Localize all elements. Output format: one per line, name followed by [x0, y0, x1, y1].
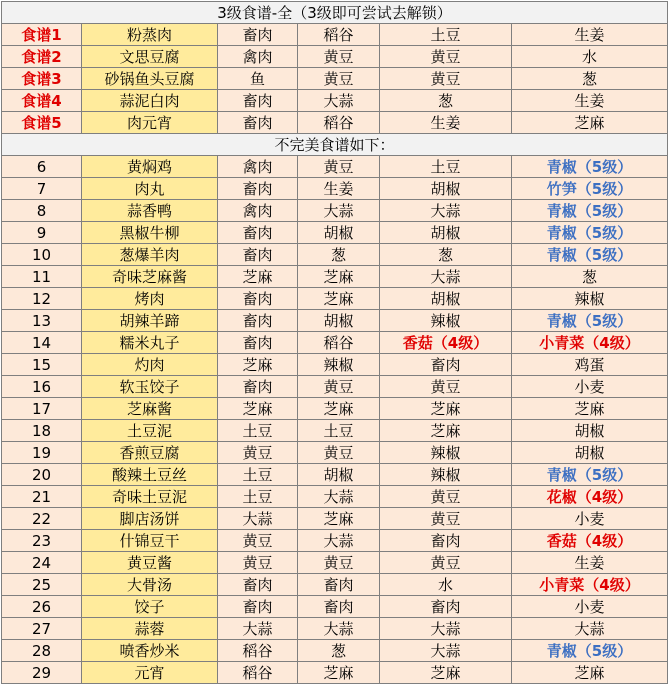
ingredient-1: 畜肉 [218, 574, 298, 596]
recipe-name: 脚店汤饼 [82, 508, 218, 530]
recipe-name: 粉蒸肉 [82, 24, 218, 46]
recipe-name: 文思豆腐 [82, 46, 218, 68]
ingredient-3: 香菇（4级） [380, 332, 512, 354]
recipe-id: 食谱2 [2, 46, 82, 68]
ingredient-1: 鱼 [218, 68, 298, 90]
ingredient-4: 辣椒 [512, 288, 668, 310]
ingredient-2: 大蒜 [298, 486, 380, 508]
recipe-name: 蒜香鸭 [82, 200, 218, 222]
table-row [2, 420, 668, 442]
ingredient-1: 畜肉 [218, 596, 298, 618]
ingredient-3: 黄豆 [380, 376, 512, 398]
recipe-name: 肉元宵 [82, 112, 218, 134]
ingredient-2: 大蒜 [298, 618, 380, 640]
recipe-id: 食谱1 [2, 24, 82, 46]
recipe-id: 17 [2, 398, 82, 420]
table-row [2, 288, 668, 310]
table-row [2, 376, 668, 398]
table-row [2, 398, 668, 420]
recipe-name: 黄豆酱 [82, 552, 218, 574]
ingredient-3: 水 [380, 574, 512, 596]
recipe-id: 10 [2, 244, 82, 266]
ingredient-2: 葱 [298, 244, 380, 266]
ingredient-3: 辣椒 [380, 464, 512, 486]
ingredient-3: 葱 [380, 244, 512, 266]
ingredient-4: 青椒（5级） [512, 222, 668, 244]
ingredient-1: 稻谷 [218, 640, 298, 662]
ingredient-2: 葱 [298, 640, 380, 662]
recipe-name: 蒜泥白肉 [82, 90, 218, 112]
ingredient-2: 黄豆 [298, 68, 380, 90]
ingredient-1: 土豆 [218, 486, 298, 508]
ingredient-3: 黄豆 [380, 508, 512, 530]
recipe-name: 芝麻酱 [82, 398, 218, 420]
recipe-name: 蒜蓉 [82, 618, 218, 640]
ingredient-3: 生姜 [380, 112, 512, 134]
ingredient-2: 芝麻 [298, 662, 380, 684]
ingredient-4: 青椒（5级） [512, 156, 668, 178]
ingredient-4: 小麦 [512, 596, 668, 618]
ingredient-4: 葱 [512, 68, 668, 90]
ingredient-3: 辣椒 [380, 442, 512, 464]
ingredient-4: 胡椒 [512, 420, 668, 442]
ingredient-4: 胡椒 [512, 442, 668, 464]
ingredient-4: 鸡蛋 [512, 354, 668, 376]
ingredient-4: 小青菜（4级） [512, 332, 668, 354]
ingredient-2: 大蒜 [298, 530, 380, 552]
title-row [2, 2, 668, 24]
recipe-name: 土豆泥 [82, 420, 218, 442]
ingredient-2: 胡椒 [298, 222, 380, 244]
ingredient-1: 畜肉 [218, 288, 298, 310]
ingredient-3: 胡椒 [380, 178, 512, 200]
ingredient-1: 芝麻 [218, 398, 298, 420]
ingredient-3: 土豆 [380, 24, 512, 46]
recipe-id: 食谱5 [2, 112, 82, 134]
recipe-name: 肉丸 [82, 178, 218, 200]
table-title: 3级食谱-全（3级即可尝试去解锁） [2, 2, 668, 24]
recipe-id: 7 [2, 178, 82, 200]
recipe-name: 烤肉 [82, 288, 218, 310]
ingredient-4: 芝麻 [512, 398, 668, 420]
ingredient-3: 大蒜 [380, 200, 512, 222]
ingredient-2: 黄豆 [298, 46, 380, 68]
recipe-id: 8 [2, 200, 82, 222]
recipe-name: 灼肉 [82, 354, 218, 376]
recipe-id: 9 [2, 222, 82, 244]
ingredient-4: 芝麻 [512, 112, 668, 134]
recipe-row [2, 46, 668, 68]
recipe-name: 大骨汤 [82, 574, 218, 596]
ingredient-3: 畜肉 [380, 530, 512, 552]
subtitle-row [2, 134, 668, 156]
table-row [2, 222, 668, 244]
recipe-id: 食谱4 [2, 90, 82, 112]
ingredient-4: 小麦 [512, 508, 668, 530]
recipe-name: 胡辣羊蹄 [82, 310, 218, 332]
ingredient-3: 大蒜 [380, 266, 512, 288]
ingredient-4: 青椒（5级） [512, 640, 668, 662]
recipe-id: 29 [2, 662, 82, 684]
ingredient-3: 黄豆 [380, 486, 512, 508]
ingredient-1: 土豆 [218, 464, 298, 486]
recipe-id: 15 [2, 354, 82, 376]
ingredient-2: 黄豆 [298, 156, 380, 178]
ingredient-1: 畜肉 [218, 24, 298, 46]
recipe-id: 22 [2, 508, 82, 530]
ingredient-1: 大蒜 [218, 618, 298, 640]
ingredient-1: 畜肉 [218, 222, 298, 244]
ingredient-4: 水 [512, 46, 668, 68]
recipe-id: 12 [2, 288, 82, 310]
table-row [2, 618, 668, 640]
ingredient-2: 稻谷 [298, 332, 380, 354]
recipe-id: 21 [2, 486, 82, 508]
table-row [2, 266, 668, 288]
recipe-row [2, 112, 668, 134]
table-row [2, 442, 668, 464]
table-row [2, 354, 668, 376]
recipe-table [1, 1, 668, 684]
recipe-name: 糯米丸子 [82, 332, 218, 354]
recipe-id: 14 [2, 332, 82, 354]
ingredient-3: 葱 [380, 90, 512, 112]
ingredient-4: 香菇（4级） [512, 530, 668, 552]
ingredient-2: 胡椒 [298, 464, 380, 486]
recipe-id: 20 [2, 464, 82, 486]
ingredient-1: 大蒜 [218, 508, 298, 530]
table-row [2, 640, 668, 662]
recipe-name: 饺子 [82, 596, 218, 618]
recipe-id: 11 [2, 266, 82, 288]
ingredient-1: 禽肉 [218, 200, 298, 222]
recipe-id: 13 [2, 310, 82, 332]
ingredient-1: 土豆 [218, 420, 298, 442]
table-row [2, 178, 668, 200]
recipe-name: 喷香炒米 [82, 640, 218, 662]
recipe-name: 元宵 [82, 662, 218, 684]
ingredient-2: 畜肉 [298, 574, 380, 596]
ingredient-2: 黄豆 [298, 442, 380, 464]
table-row [2, 200, 668, 222]
recipe-name: 香煎豆腐 [82, 442, 218, 464]
ingredient-1: 黄豆 [218, 552, 298, 574]
ingredient-2: 稻谷 [298, 112, 380, 134]
ingredient-1: 畜肉 [218, 112, 298, 134]
ingredient-4: 小青菜（4级） [512, 574, 668, 596]
ingredient-3: 大蒜 [380, 618, 512, 640]
recipe-row [2, 90, 668, 112]
ingredient-3: 黄豆 [380, 46, 512, 68]
ingredient-4: 小麦 [512, 376, 668, 398]
recipe-name: 葱爆羊肉 [82, 244, 218, 266]
ingredient-4: 青椒（5级） [512, 464, 668, 486]
ingredient-2: 辣椒 [298, 354, 380, 376]
ingredient-4: 青椒（5级） [512, 200, 668, 222]
table-row [2, 464, 668, 486]
ingredient-1: 禽肉 [218, 46, 298, 68]
ingredient-3: 黄豆 [380, 552, 512, 574]
table-row [2, 310, 668, 332]
ingredient-1: 黄豆 [218, 530, 298, 552]
ingredient-2: 大蒜 [298, 90, 380, 112]
ingredient-3: 芝麻 [380, 420, 512, 442]
ingredient-1: 芝麻 [218, 266, 298, 288]
table-row [2, 244, 668, 266]
ingredient-3: 胡椒 [380, 222, 512, 244]
ingredient-2: 黄豆 [298, 376, 380, 398]
ingredient-1: 稻谷 [218, 662, 298, 684]
ingredient-1: 畜肉 [218, 376, 298, 398]
ingredient-2: 芝麻 [298, 508, 380, 530]
recipe-row [2, 24, 668, 46]
table-row [2, 332, 668, 354]
ingredient-4: 生姜 [512, 90, 668, 112]
ingredient-3: 土豆 [380, 156, 512, 178]
ingredient-1: 畜肉 [218, 310, 298, 332]
ingredient-3: 大蒜 [380, 640, 512, 662]
ingredient-4: 葱 [512, 266, 668, 288]
subtitle: 不完美食谱如下： [2, 134, 668, 156]
recipe-id: 24 [2, 552, 82, 574]
recipe-id: 18 [2, 420, 82, 442]
recipe-name: 奇味土豆泥 [82, 486, 218, 508]
ingredient-1: 芝麻 [218, 354, 298, 376]
table-row [2, 574, 668, 596]
recipe-id: 23 [2, 530, 82, 552]
ingredient-4: 生姜 [512, 552, 668, 574]
recipe-name: 软玉饺子 [82, 376, 218, 398]
recipe-id: 28 [2, 640, 82, 662]
table-row [2, 508, 668, 530]
ingredient-4: 青椒（5级） [512, 244, 668, 266]
ingredient-2: 芝麻 [298, 266, 380, 288]
ingredient-1: 畜肉 [218, 90, 298, 112]
ingredient-1: 禽肉 [218, 156, 298, 178]
table-row [2, 156, 668, 178]
ingredient-3: 胡椒 [380, 288, 512, 310]
recipe-id: 27 [2, 618, 82, 640]
ingredient-2: 稻谷 [298, 24, 380, 46]
ingredient-3: 辣椒 [380, 310, 512, 332]
recipe-name: 奇味芝麻酱 [82, 266, 218, 288]
recipe-name: 黄焖鸡 [82, 156, 218, 178]
recipe-id: 19 [2, 442, 82, 464]
ingredient-4: 竹笋（5级） [512, 178, 668, 200]
table-row [2, 530, 668, 552]
ingredient-1: 畜肉 [218, 244, 298, 266]
recipe-id: 食谱3 [2, 68, 82, 90]
ingredient-3: 畜肉 [380, 596, 512, 618]
table-row [2, 486, 668, 508]
recipe-id: 25 [2, 574, 82, 596]
ingredient-3: 畜肉 [380, 354, 512, 376]
ingredient-2: 生姜 [298, 178, 380, 200]
ingredient-3: 黄豆 [380, 68, 512, 90]
recipe-id: 26 [2, 596, 82, 618]
table-row [2, 596, 668, 618]
ingredient-4: 大蒜 [512, 618, 668, 640]
ingredient-2: 畜肉 [298, 596, 380, 618]
ingredient-2: 胡椒 [298, 310, 380, 332]
ingredient-4: 花椒（4级） [512, 486, 668, 508]
ingredient-4: 生姜 [512, 24, 668, 46]
ingredient-2: 黄豆 [298, 552, 380, 574]
recipe-name: 酸辣土豆丝 [82, 464, 218, 486]
ingredient-2: 芝麻 [298, 398, 380, 420]
ingredient-2: 大蒜 [298, 200, 380, 222]
recipe-name: 砂锅鱼头豆腐 [82, 68, 218, 90]
recipe-name: 黑椒牛柳 [82, 222, 218, 244]
ingredient-2: 土豆 [298, 420, 380, 442]
recipe-id: 6 [2, 156, 82, 178]
ingredient-4: 芝麻 [512, 662, 668, 684]
ingredient-4: 青椒（5级） [512, 310, 668, 332]
recipe-row [2, 68, 668, 90]
recipe-id: 16 [2, 376, 82, 398]
ingredient-1: 黄豆 [218, 442, 298, 464]
recipe-name: 什锦豆干 [82, 530, 218, 552]
ingredient-1: 畜肉 [218, 178, 298, 200]
ingredient-3: 芝麻 [380, 662, 512, 684]
table-row [2, 552, 668, 574]
ingredient-2: 芝麻 [298, 288, 380, 310]
ingredient-3: 芝麻 [380, 398, 512, 420]
ingredient-1: 畜肉 [218, 332, 298, 354]
